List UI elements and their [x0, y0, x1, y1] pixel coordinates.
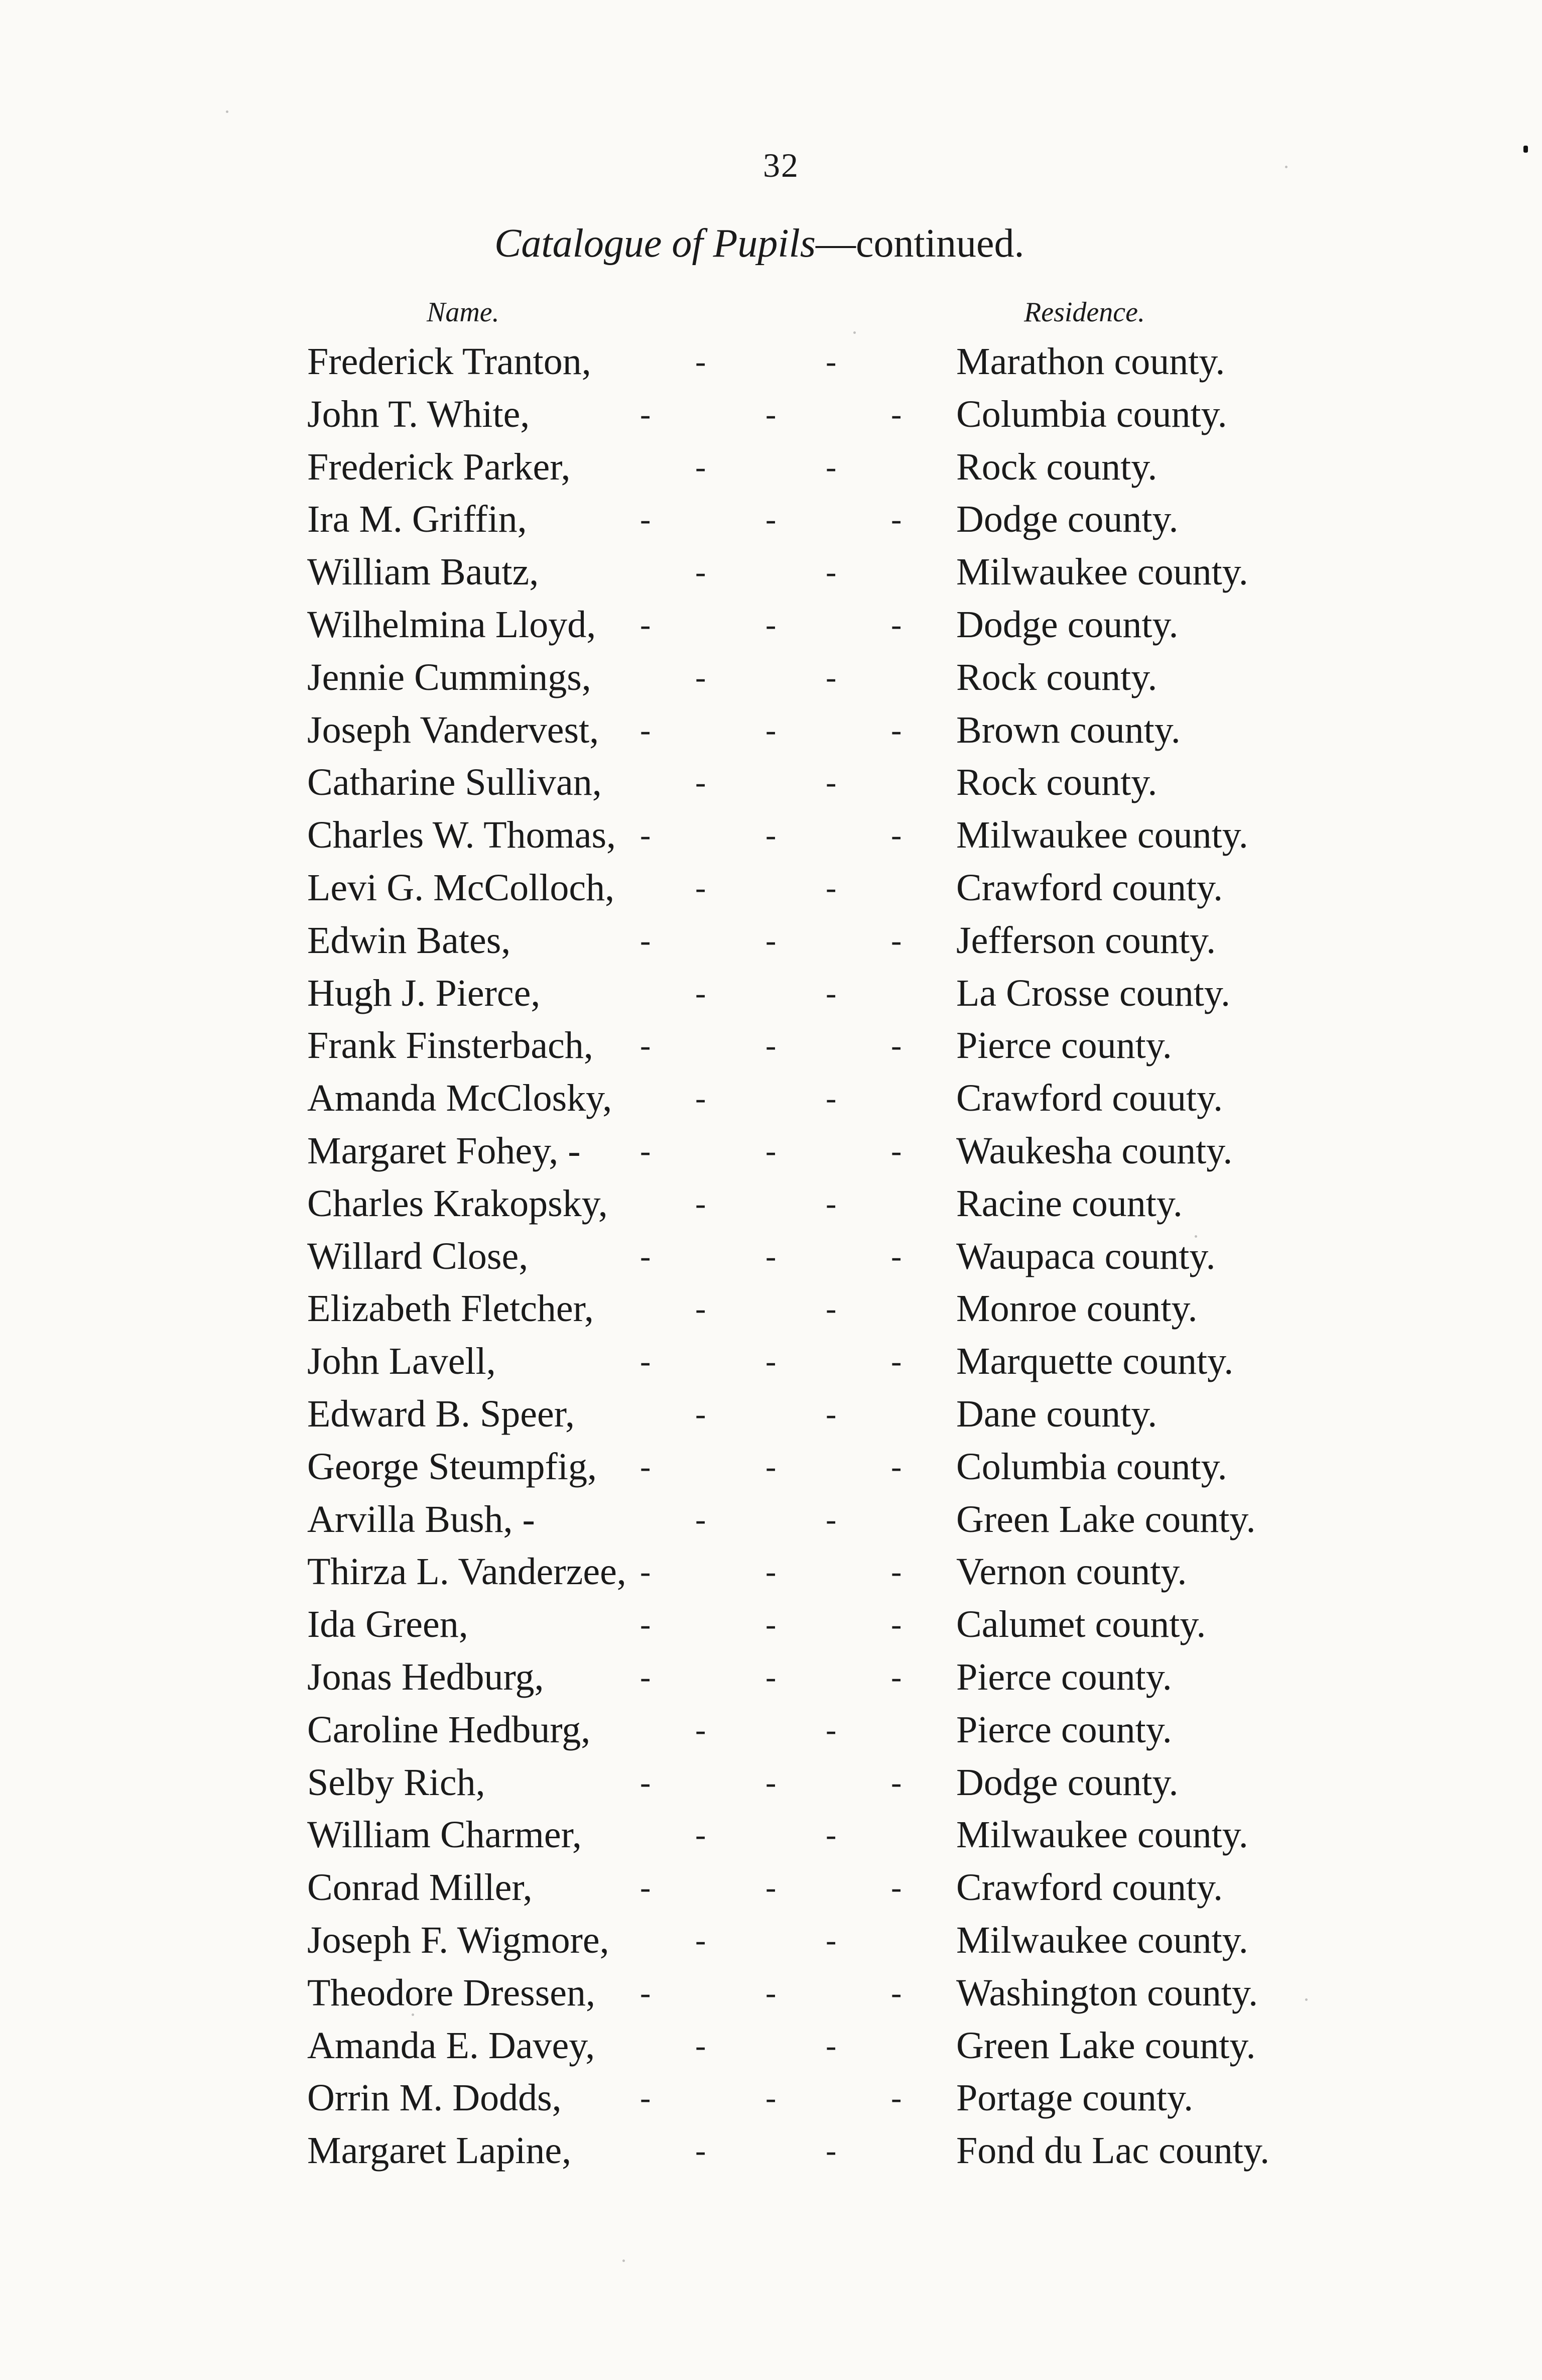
pupil-name: Edwin Bates,: [307, 919, 511, 962]
leader-dash: -: [640, 1343, 651, 1379]
leader-dash: -: [826, 1395, 837, 1432]
leader-dash: -: [765, 711, 777, 748]
leader-dash: -: [891, 1554, 902, 1590]
leader-dash: -: [826, 1922, 837, 1958]
pupil-name: Caroline Hedburg,: [307, 1708, 591, 1751]
ink-mark: [1523, 146, 1528, 153]
pupil-residence: Vernon county.: [956, 1551, 1187, 1593]
leader-dash: -: [695, 2027, 706, 2063]
pupil-residence: Marathon county.: [956, 340, 1225, 383]
leader-dash: -: [891, 1606, 902, 1642]
pupil-name: John Lavell,: [307, 1340, 496, 1383]
pupil-residence: La Crosse county.: [956, 972, 1230, 1014]
leader-dash: -: [765, 1448, 777, 1484]
pupil-row: [0, 1335, 1542, 1388]
pupil-row: [0, 1441, 1542, 1493]
leader-dash: -: [695, 1922, 706, 1958]
pupil-residence: Milwaukee county.: [956, 1919, 1248, 1961]
leader-dash: -: [826, 1711, 837, 1747]
leader-dash: -: [891, 606, 902, 642]
pupil-row: [0, 1704, 1542, 1756]
leader-dash: -: [826, 764, 837, 800]
leader-dash: -: [695, 869, 706, 905]
paper-speck: [1285, 166, 1288, 168]
pupil-residence: Monroe county.: [956, 1287, 1198, 1330]
leader-dash: -: [826, 975, 837, 1011]
leader-dash: -: [695, 975, 706, 1011]
leader-dash: -: [695, 1185, 706, 1221]
leader-dash: -: [765, 2080, 777, 2116]
pupil-name: Willard Close,: [307, 1235, 529, 1277]
pupil-row: [0, 1282, 1542, 1335]
page-number: 32: [763, 146, 799, 184]
leader-dash: -: [826, 448, 837, 485]
pupil-name: Charles Krakopsky,: [307, 1182, 608, 1225]
pupil-residence: Green Lake county.: [956, 1498, 1256, 1540]
pupil-name: Jonas Hedburg,: [307, 1655, 544, 1698]
pupil-residence: Crawford couuty.: [956, 1077, 1223, 1120]
leader-dash: -: [695, 554, 706, 590]
leader-dash: -: [826, 343, 837, 379]
pupil-name: Hugh J. Pierce,: [307, 972, 541, 1014]
paper-speck: [1195, 1235, 1197, 1238]
pupil-row: [0, 441, 1542, 494]
leader-dash: -: [695, 448, 706, 485]
pupil-name: Joseph F. Wigmore,: [307, 1919, 609, 1961]
pupil-residence: Columbia county.: [956, 1445, 1227, 1488]
pupil-residence: Dane county.: [956, 1392, 1158, 1435]
pupil-row: [0, 335, 1542, 388]
leader-dash: -: [891, 1132, 902, 1168]
leader-dash: -: [891, 501, 902, 537]
pupil-name: Ida Green,: [307, 1603, 468, 1646]
leader-dash: -: [640, 501, 651, 537]
column-header-name: Name.: [427, 297, 499, 328]
pupil-row: [0, 1388, 1542, 1441]
leader-dash: -: [826, 1501, 837, 1537]
pupil-residence: Racine county.: [956, 1182, 1183, 1225]
pupil-name: Frank Finsterbach,: [307, 1024, 593, 1067]
pupil-row: [0, 651, 1542, 704]
leader-dash: -: [765, 1554, 777, 1590]
pupil-name: Elizabeth Fletcher,: [307, 1287, 594, 1330]
pupil-name: Wilhelmina Lloyd,: [307, 603, 596, 646]
leader-dash: -: [640, 1238, 651, 1274]
pupil-name: Frederick Tranton,: [307, 340, 591, 383]
leader-dash: -: [826, 869, 837, 905]
leader-dash: -: [695, 1395, 706, 1432]
pupil-residence: Fond du Lac county.: [956, 2129, 1270, 2172]
leader-dash: -: [640, 1658, 651, 1695]
leader-dash: -: [765, 606, 777, 642]
pupil-row: [0, 1493, 1542, 1546]
pupil-residence: Crawford county.: [956, 866, 1223, 909]
pupil-row: [0, 599, 1542, 651]
pupil-row: [0, 493, 1542, 546]
pupil-residence: Pierce county.: [956, 1655, 1172, 1698]
leader-dash: -: [826, 554, 837, 590]
leader-dash: -: [826, 1185, 837, 1221]
pupil-row: [0, 967, 1542, 1020]
pupil-residence: Portage county.: [956, 2077, 1194, 2119]
pupil-residence: Jefferson county.: [956, 919, 1216, 962]
leader-dash: -: [765, 396, 777, 432]
pupil-row: [0, 1598, 1542, 1651]
pupil-residence: Green Lake county.: [956, 2024, 1256, 2067]
leader-dash: -: [695, 1290, 706, 1327]
pupil-row: [0, 1651, 1542, 1704]
pupil-row: [0, 809, 1542, 862]
pupil-name: Amanda E. Davey,: [307, 2024, 595, 2067]
heading-word-catalogue: Catalogue: [494, 221, 662, 266]
pupil-row: [0, 388, 1542, 441]
pupil-name: Joseph Vandervest,: [307, 708, 599, 751]
pupil-name: John T. White,: [307, 393, 530, 435]
leader-dash: -: [765, 922, 777, 958]
pupil-row: [0, 1125, 1542, 1177]
pupil-name: Orrin M. Dodds,: [307, 2077, 562, 2119]
pupil-name: Catharine Sullivan,: [307, 761, 602, 804]
pupil-name: Amanda McClosky,: [307, 1077, 612, 1120]
leader-dash: -: [891, 922, 902, 958]
pupil-name: Margaret Fohey, -: [307, 1129, 581, 1172]
pupil-row: [0, 1809, 1542, 1861]
leader-dash: -: [640, 1132, 651, 1168]
pupil-name: Jennie Cummings,: [307, 656, 591, 698]
pupil-row: [0, 1914, 1542, 1967]
leader-dash: -: [695, 1817, 706, 1853]
heading-continued: —continued.: [816, 221, 1024, 266]
pupil-residence: Pierce county.: [956, 1708, 1172, 1751]
pupil-residence: Washington county.: [956, 1971, 1258, 2014]
leader-dash: -: [826, 2132, 837, 2169]
pupil-residence: Milwaukee county.: [956, 1814, 1248, 1856]
pupil-residence: Milwaukee county.: [956, 551, 1248, 593]
pupil-row: [0, 2124, 1542, 2177]
leader-dash: -: [765, 1606, 777, 1642]
leader-dash: -: [765, 1027, 777, 1063]
pupil-residence: Brown county.: [956, 708, 1181, 751]
pupil-list: [0, 335, 1542, 2177]
pupil-name: Ira M. Griffin,: [307, 498, 527, 541]
pupil-row: [0, 914, 1542, 967]
leader-dash: -: [826, 659, 837, 695]
leader-dash: -: [891, 396, 902, 432]
pupil-row: [0, 2072, 1542, 2124]
leader-dash: -: [826, 1817, 837, 1853]
pupil-row: [0, 1177, 1542, 1230]
pupil-row: [0, 756, 1542, 809]
pupil-name: Conrad Miller,: [307, 1866, 533, 1909]
pupil-name: Frederick Parker,: [307, 445, 571, 488]
pupil-residence: Rock county.: [956, 761, 1158, 804]
pupil-residence: Calumet county.: [956, 1603, 1206, 1646]
pupil-name: William Charmer,: [307, 1814, 582, 1856]
leader-dash: -: [695, 1501, 706, 1537]
leader-dash: -: [640, 1869, 651, 1906]
leader-dash: -: [695, 1080, 706, 1116]
paper-speck: [622, 2259, 625, 2262]
paper-speck: [1305, 1998, 1308, 2001]
paper-speck: [853, 331, 856, 334]
leader-dash: -: [640, 2080, 651, 2116]
pupil-name: Margaret Lapine,: [307, 2129, 572, 2172]
leader-dash: -: [765, 817, 777, 853]
pupil-name: Levi G. McColloch,: [307, 866, 615, 909]
pupil-residence: Rock county.: [956, 445, 1158, 488]
pupil-name: Thirza L. Vanderzee,: [307, 1551, 626, 1593]
leader-dash: -: [640, 1554, 651, 1590]
pupil-name: Theodore Dressen,: [307, 1971, 596, 2014]
leader-dash: -: [765, 1343, 777, 1379]
leader-dash: -: [891, 1974, 902, 2010]
pupil-row: [0, 2019, 1542, 2072]
paper-speck: [226, 110, 228, 113]
leader-dash: -: [765, 1132, 777, 1168]
pupil-row: [0, 1545, 1542, 1598]
pupil-name: Edward B. Speer,: [307, 1392, 575, 1435]
leader-dash: -: [891, 817, 902, 853]
leader-dash: -: [826, 2027, 837, 2063]
pupil-residence: Waupaca county.: [956, 1235, 1216, 1277]
leader-dash: -: [891, 1027, 902, 1063]
column-header-residence: Residence.: [1024, 297, 1145, 328]
pupil-row: [0, 1019, 1542, 1072]
leader-dash: -: [695, 764, 706, 800]
leader-dash: -: [765, 501, 777, 537]
leader-dash: -: [891, 1343, 902, 1379]
leader-dash: -: [765, 1764, 777, 1800]
paper-speck: [412, 2013, 414, 2016]
pupil-name: William Bautz,: [307, 551, 539, 593]
leader-dash: -: [891, 1869, 902, 1906]
leader-dash: -: [640, 1606, 651, 1642]
pupil-residence: Milwaukee county.: [956, 814, 1248, 857]
heading-word-of: of: [672, 221, 703, 266]
pupil-row: [0, 1230, 1542, 1283]
leader-dash: -: [695, 343, 706, 379]
leader-dash: -: [640, 817, 651, 853]
leader-dash: -: [640, 1764, 651, 1800]
leader-dash: -: [640, 606, 651, 642]
pupil-row: [0, 1967, 1542, 2019]
leader-dash: -: [826, 1080, 837, 1116]
pupil-residence: Columbia county.: [956, 393, 1227, 435]
leader-dash: -: [891, 1448, 902, 1484]
leader-dash: -: [640, 396, 651, 432]
pupil-residence: Dodge county.: [956, 603, 1179, 646]
heading-word-pupils: Pupils: [713, 221, 816, 266]
leader-dash: -: [891, 711, 902, 748]
pupil-residence: Marquette county.: [956, 1340, 1234, 1383]
leader-dash: -: [765, 1658, 777, 1695]
pupil-row: [0, 1861, 1542, 1914]
pupil-residence: Pierce county.: [956, 1024, 1172, 1067]
leader-dash: -: [891, 1764, 902, 1800]
leader-dash: -: [640, 711, 651, 748]
pupil-residence: Dodge county.: [956, 1761, 1179, 1804]
pupil-residence: Crawford county.: [956, 1866, 1223, 1909]
leader-dash: -: [640, 1027, 651, 1063]
leader-dash: -: [765, 1974, 777, 2010]
pupil-name: Charles W. Thomas,: [307, 814, 616, 857]
leader-dash: -: [640, 1974, 651, 2010]
pupil-row: [0, 862, 1542, 914]
pupil-row: [0, 1072, 1542, 1125]
leader-dash: -: [891, 2080, 902, 2116]
leader-dash: -: [640, 1448, 651, 1484]
leader-dash: -: [695, 1711, 706, 1747]
leader-dash: -: [826, 1290, 837, 1327]
leader-dash: -: [695, 2132, 706, 2169]
pupil-row: [0, 546, 1542, 599]
leader-dash: -: [695, 659, 706, 695]
leader-dash: -: [891, 1658, 902, 1695]
pupil-residence: Waukesha county.: [956, 1129, 1233, 1172]
pupil-residence: Rock county.: [956, 656, 1158, 698]
pupil-residence: Dodge county.: [956, 498, 1179, 541]
leader-dash: -: [640, 922, 651, 958]
page-heading: [494, 221, 1024, 267]
pupil-row: [0, 1756, 1542, 1809]
pupil-name: Selby Rich,: [307, 1761, 485, 1804]
pupil-row: [0, 704, 1542, 757]
leader-dash: -: [765, 1869, 777, 1906]
pupil-name: Arvilla Bush, -: [307, 1498, 535, 1540]
leader-dash: -: [891, 1238, 902, 1274]
leader-dash: -: [765, 1238, 777, 1274]
pupil-name: George Steumpfig,: [307, 1445, 597, 1488]
